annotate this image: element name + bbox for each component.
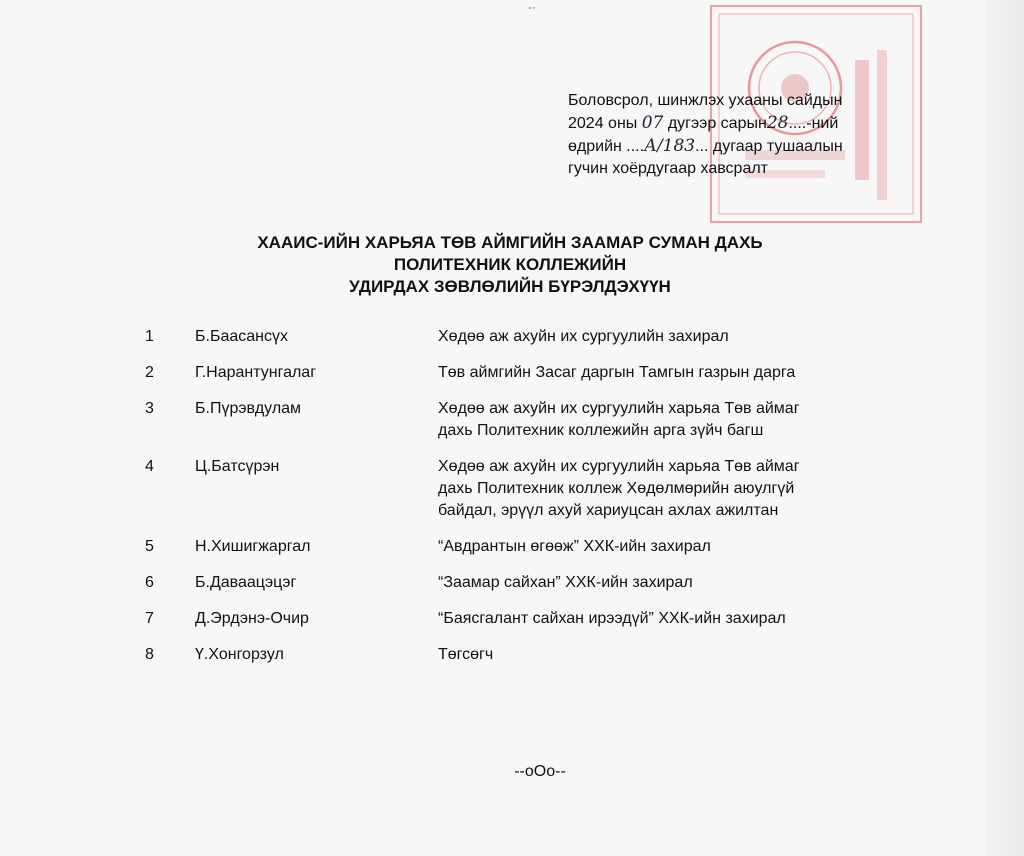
appendix-line-4: гучин хоёрдугаар хавсралт — [568, 160, 768, 177]
member-position: Хөдөө аж ахуйн их сургуулийн харьяа Төв аймаг дахь Политехник коллежийн арга зүйч багш — [438, 400, 800, 439]
members-table-body — [145, 326, 925, 680]
appendix-line-3 — [568, 135, 928, 158]
appendix-note — [568, 90, 928, 180]
member-position: “Авдрантын өгөөж” ХХК-ийн захирал — [438, 538, 711, 555]
appendix-day-suffix: ....-ний — [788, 115, 839, 132]
member-number: 8 — [145, 646, 154, 663]
member-row — [145, 572, 925, 608]
member-number: 5 — [145, 538, 154, 555]
member-number: 1 — [145, 328, 154, 345]
member-position: “Заамар сайхан” ХХК-ийн захирал — [438, 574, 693, 591]
member-name: Н.Хишигжаргал — [195, 538, 311, 555]
member-row — [145, 362, 925, 398]
member-position: Төгсөгч — [438, 646, 494, 663]
title-line-3: УДИРДАХ ЗӨВЛӨЛИЙН БҮРЭЛДЭХҮҮН — [349, 277, 671, 296]
member-row — [145, 536, 925, 572]
scan-edge — [986, 0, 1024, 856]
member-name: Б.Пүрэвдулам — [195, 400, 302, 417]
member-row — [145, 398, 925, 456]
member-row — [145, 644, 925, 680]
member-number: 4 — [145, 458, 154, 475]
member-name: Ц.Батсүрэн — [195, 458, 280, 475]
title-line-2: ПОЛИТЕХНИК КОЛЛЕЖИЙН — [393, 255, 627, 274]
document-title — [180, 232, 840, 298]
member-name: Б.Даваацэцэг — [195, 574, 297, 591]
appendix-line-2 — [568, 112, 928, 135]
end-mark: --оОо-- — [514, 763, 566, 780]
member-name: Б.Баасансүх — [195, 328, 288, 345]
appendix-month-text: дугээр сарын — [667, 115, 767, 132]
member-name: Г.Нарантунгалаг — [195, 364, 317, 381]
member-name: Ү.Хонгорзул — [195, 646, 284, 663]
member-row — [145, 326, 925, 362]
member-row — [145, 456, 925, 536]
members-table — [145, 326, 925, 680]
member-row — [145, 608, 925, 644]
member-number: 2 — [145, 364, 154, 381]
member-position: Төв аймгийн Засаг даргын Тамгын газрын дарга — [438, 364, 796, 381]
handwritten-day: 28 — [766, 113, 789, 133]
member-number: 6 — [145, 574, 154, 591]
appendix-line-1: Боловсрол, шинжлэх ухааны сайдын — [568, 92, 843, 109]
handwritten-month: 07 — [641, 113, 664, 133]
title-line-1: ХААИС-ИЙН ХАРЬЯА ТӨВ АЙМГИЙН ЗААМАР СУМАН ДАХЬ — [257, 233, 763, 252]
member-position: “Баясгалант сайхан ирээдүй” ХХК-ийн захирал — [438, 610, 786, 627]
member-name: Д.Эрдэнэ-Очир — [195, 610, 309, 627]
member-number: 3 — [145, 400, 154, 417]
member-position: Хөдөө аж ахуйн их сургуулийн захирал — [438, 328, 729, 345]
member-number: 7 — [145, 610, 154, 627]
scan-mark: -· — [528, 0, 536, 14]
appendix-year-text: 2024 оны — [568, 115, 638, 132]
member-position: Хөдөө аж ахуйн их сургуулийн харьяа Төв аймаг дахь Политехник коллеж Хөдөлмөрийн аюулгүй байдал, эрүүл ахуй хариуцсан ахлах ажилтан — [438, 458, 800, 519]
handwritten-order-number: А/183 — [644, 136, 696, 156]
appendix-day-text: өдрийн .... — [568, 138, 645, 155]
appendix-order-text: ... дугаар тушаалын — [695, 138, 843, 155]
